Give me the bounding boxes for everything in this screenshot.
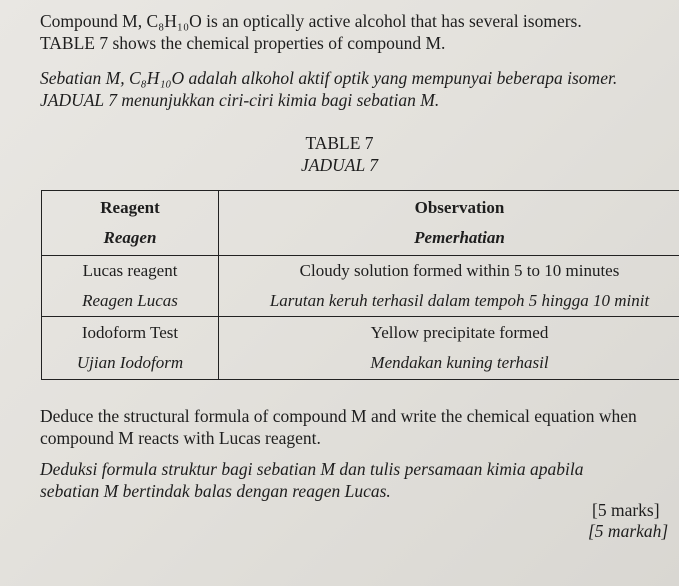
intro-en-line2: TABLE 7 shows the chemical properties of compound M.	[40, 33, 446, 53]
table-title-ms: JADUAL 7	[301, 155, 378, 175]
table-title-en: TABLE 7	[305, 133, 374, 153]
header-reagent: Reagent Reagen	[42, 191, 219, 256]
row1-observation: Cloudy solution formed within 5 to 10 minutes Larutan keruh terhasil dalam tempoh 5 hingga 10 minit	[219, 256, 679, 317]
question-ms-line1: Deduksi formula struktur bagi sebatian M dan tulis persamaan kimia apabila	[40, 459, 584, 479]
header-observation: Observation Pemerhatian	[219, 191, 679, 256]
question-en-line2: compound M reacts with Lucas reagent.	[40, 428, 321, 448]
marks-ms: [5 markah]	[588, 521, 669, 541]
table-header-row	[42, 191, 679, 256]
table-row	[42, 256, 679, 317]
row2-observation: Yellow precipitate formed Mendakan kuning terhasil	[219, 317, 679, 380]
intro-ms-line2: JADUAL 7 menunjukkan ciri-ciri kimia bagi sebatian M.	[40, 90, 440, 110]
intro-malay	[40, 67, 617, 111]
table-row	[42, 317, 679, 380]
question-en-line1: Deduce the structural formula of compound M and write the chemical equation when	[40, 406, 637, 426]
intro-ms-line1: Sebatian M, C₈H₁₀O adalah alkohol aktif optik yang mempunyai beberapa isomer.	[40, 68, 618, 88]
row1-reagent: Lucas reagent Reagen Lucas	[42, 256, 219, 317]
question-english	[40, 405, 637, 449]
question-malay	[40, 458, 583, 502]
properties-table	[41, 190, 679, 380]
question-ms-line2: sebatian M bertindak balas dengan reagen Lucas.	[40, 481, 391, 501]
intro-en-line1: Compound M, C₈H₁₀O is an optically active alcohol that has several isomers.	[40, 11, 582, 31]
intro-english	[40, 10, 582, 54]
row2-reagent: Iodoform Test Ujian Iodoform	[42, 317, 219, 380]
marks-en: [5 marks]	[592, 500, 660, 520]
